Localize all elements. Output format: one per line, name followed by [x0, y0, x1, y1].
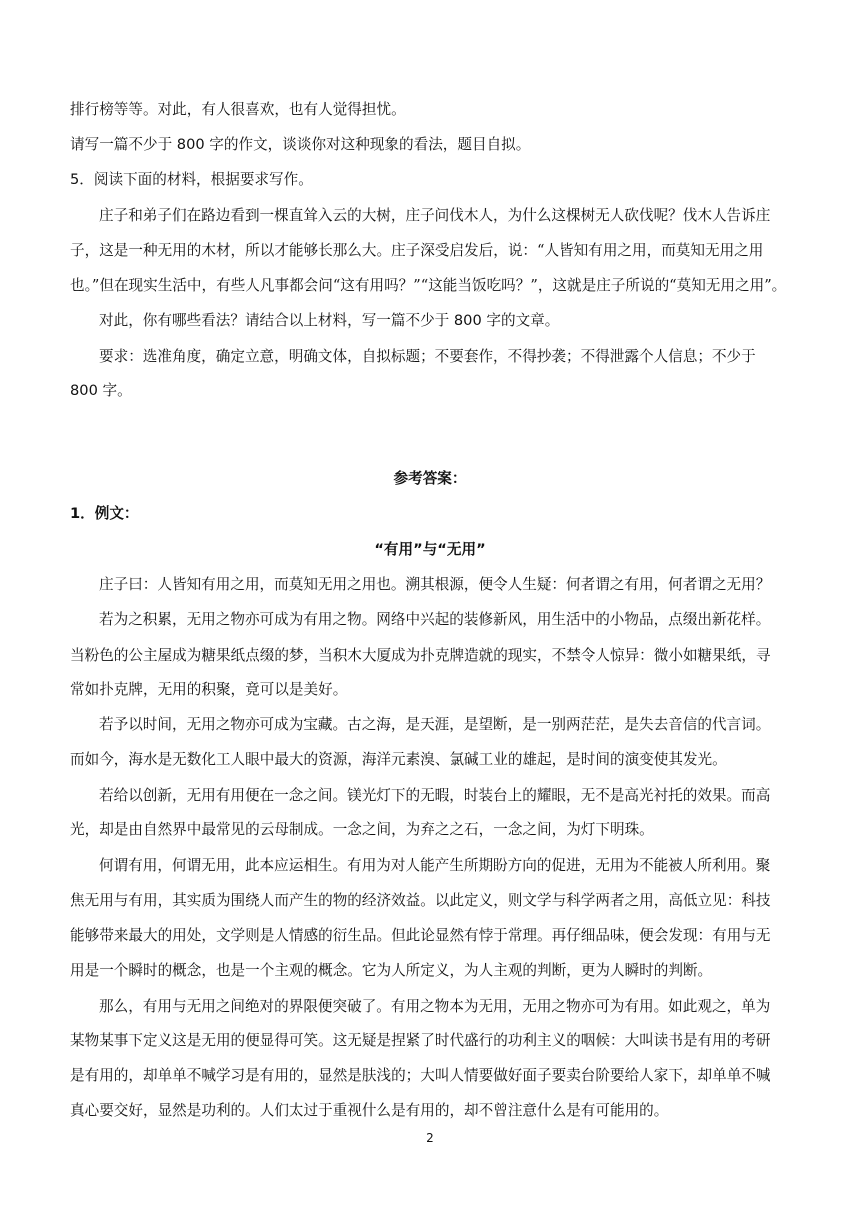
material-line: 子，这是一种无用的木材，所以才能够长那么大。庄子深受启发后，说：“人皆知有用之用，而莫知无用之用	[70, 242, 764, 259]
essay-title: “有用”与“无用”	[374, 541, 486, 558]
essay-line: 能够带来最大的用处，文学则是人情感的衍生品。但此论显然有悖于常理。再仔细品味，便会发现：有用与无	[70, 927, 771, 944]
essay-line: 那么，有用与无用之间绝对的界限便突破了。有用之物本为无用，无用之物亦可为有用。如此观之，单为	[99, 998, 771, 1015]
essay-line: 光，却是由自然界中最常见的云母制成。一念之间，为弃之之石，一念之间，为灯下明珠。	[70, 821, 654, 838]
text-line: 排行榜等等。对此，有人很喜欢，也有人觉得担忧。	[70, 101, 406, 118]
page-number: 2	[426, 1131, 434, 1145]
essay-line: 何谓有用，何谓无用，此本应运相生。有用为对人能产生所期盼方向的促进，无用为不能被人所利用。聚	[99, 857, 771, 874]
essay-line: 若予以时间，无用之物亦可成为宝藏。古之海，是天涯，是望断，是一别两茫茫，是失去音信的代言词。	[99, 716, 771, 733]
question-heading: 5．阅读下面的材料，根据要求写作。	[70, 171, 313, 188]
essay-line: 真心要交好，显然是功利的。人们太过于重视什么是有用的，却不曾注意什么是有可能用的。	[70, 1102, 669, 1119]
material-line: 也。”但在现实生活中，有些人凡事都会问“这有用吗？”“这能当饭吃吗？”，这就是庄子所说的“莫知无用之用”。	[70, 277, 787, 294]
essay-line: 庄子曰：人皆知有用之用，而莫知无用之用也。溯其根源，便令人生疑：何者谓之有用，何者谓之无用？	[99, 576, 771, 593]
essay-line: 常如扑克牌，无用的积聚，竟可以是美好。	[70, 681, 348, 698]
essay-line: 用是一个瞬时的概念，也是一个主观的概念。它为人所定义，为人主观的判断，更为人瞬时的判断。	[70, 962, 713, 979]
essay-line: 若为之积累，无用之物亦可成为有用之物。网络中兴起的装修新风，用生活中的小物品，点缀出新花样。	[99, 611, 771, 628]
essay-line: 焦无用与有用，其实质为围绕人而产生的物的经济效益。以此定义，则文学与科学两者之用，高低立见：科技	[70, 892, 771, 909]
answer-heading: 参考答案：	[393, 470, 467, 487]
example-label: 1．例文：	[70, 505, 139, 522]
material-line: 庄子和弟子们在路边看到一棵直耸入云的大树，庄子问伐木人，为什么这棵树无人砍伐呢？伐木人告诉庄	[99, 207, 771, 224]
text-line: 请写一篇不少于 800 字的作文，谈谈你对这种现象的看法，题目自拟。	[70, 136, 531, 153]
essay-line: 是有用的，却单单不喊学习是有用的，显然是肤浅的；大叫人情要做好面子要卖台阶要给人家下，却单单不喊	[70, 1067, 771, 1084]
task-line: 对此，你有哪些看法？请结合以上材料，写一篇不少于 800 字的文章。	[99, 312, 560, 329]
essay-line: 若给以创新，无用有用便在一念之间。镁光灯下的无暇，时装台上的耀眼，无不是高光衬托的效果。而高	[99, 787, 771, 804]
requirement-line: 800 字。	[70, 382, 132, 399]
essay-line: 某物某事下定义这是无用的便显得可笑。这无疑是捏紧了时代盛行的功利主义的咽候：大叫读书是有用的考研	[70, 1032, 771, 1049]
requirement-line: 要求：选准角度，确定立意，明确文体，自拟标题；不要套作，不得抄袭；不得泄露个人信息；不少于	[99, 348, 756, 365]
essay-line: 而如今，海水是无数化工人眼中最大的资源，海洋元素溴、氯碱工业的雄起，是时间的演变使其发光。	[70, 751, 727, 768]
essay-line: 当粉色的公主屋成为糖果纸点缀的梦，当积木大厦成为扑克牌造就的现实，不禁令人惊异：微小如糖果纸，寻	[70, 647, 771, 664]
